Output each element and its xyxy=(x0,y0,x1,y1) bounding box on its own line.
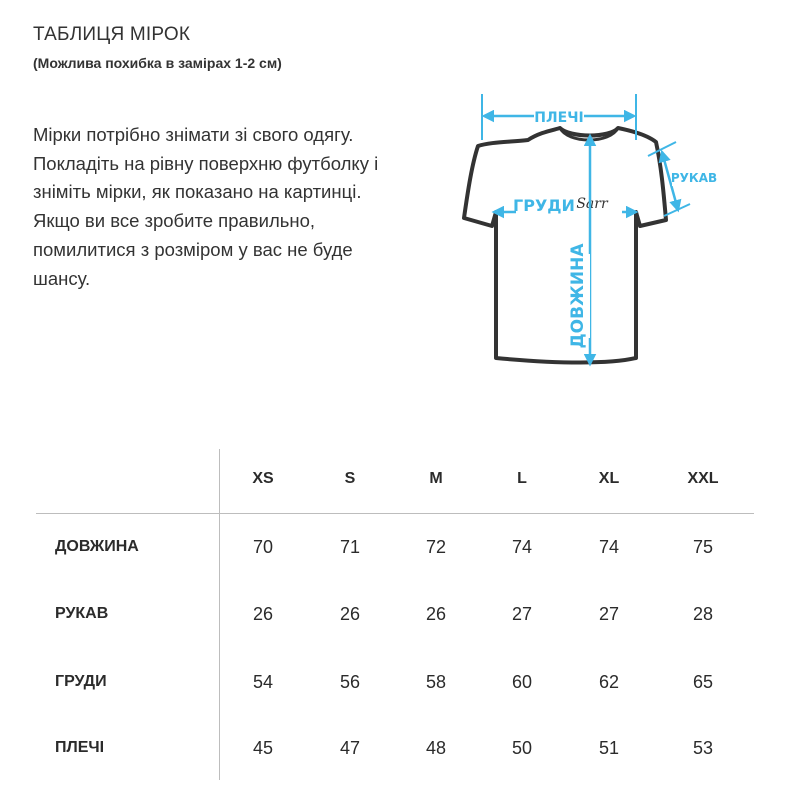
table-cell: 47 xyxy=(339,738,361,758)
row-label: ДОВЖИНА xyxy=(55,538,139,555)
measurement-tolerance-note: (Можлива похибка в замірах 1-2 см) xyxy=(33,55,282,71)
table-cell: 56 xyxy=(339,672,361,692)
shoulders-label: ПЛЕЧІ xyxy=(534,110,584,126)
row-label: РУКАВ xyxy=(55,605,109,622)
table-cell: 45 xyxy=(252,738,274,758)
table-cell: 75 xyxy=(692,537,714,557)
table-cell: 65 xyxy=(692,672,714,692)
table-cell: 28 xyxy=(692,604,714,624)
row-label: ПЛЕЧІ xyxy=(55,739,105,756)
length-label: ДОВЖИНА xyxy=(568,243,588,349)
table-cell: 27 xyxy=(511,604,533,624)
chest-label: ГРУДИ xyxy=(513,196,575,215)
column-header: S xyxy=(344,470,356,487)
table-vertical-divider xyxy=(219,449,220,780)
column-header: XXL xyxy=(687,470,719,487)
table-cell: 51 xyxy=(598,738,620,758)
brand-logo: Sarr xyxy=(576,196,608,212)
table-cell: 71 xyxy=(339,537,361,557)
table-cell: 70 xyxy=(252,537,274,557)
table-cell: 26 xyxy=(339,604,361,624)
table-cell: 60 xyxy=(511,672,533,692)
page-title: ТАБЛИЦЯ МІРОК xyxy=(33,24,191,45)
column-header: XS xyxy=(252,470,274,487)
table-cell: 72 xyxy=(425,537,447,557)
table-cell: 74 xyxy=(598,537,620,557)
column-header: XL xyxy=(598,470,620,487)
table-cell: 54 xyxy=(252,672,274,692)
table-cell: 27 xyxy=(598,604,620,624)
table-cell: 26 xyxy=(425,604,447,624)
row-label: ГРУДИ xyxy=(55,673,107,690)
table-cell: 50 xyxy=(511,738,533,758)
column-header: M xyxy=(429,470,443,487)
table-header-divider xyxy=(36,513,754,514)
table-cell: 58 xyxy=(425,672,447,692)
measurement-instructions: Мірки потрібно знімати зі свого одягу. Покладіть на рівну поверхню футболку і зніміть мірки, як показано на картинці. Якщо ви все зробите правильно, помилитися з розміром у вас не буде шансу. xyxy=(33,124,379,289)
table-cell: 26 xyxy=(252,604,274,624)
table-cell: 62 xyxy=(598,672,620,692)
table-cell: 48 xyxy=(425,738,447,758)
column-header: L xyxy=(517,470,527,487)
table-cell: 53 xyxy=(692,738,714,758)
sleeve-label: РУКАВ xyxy=(670,171,718,185)
table-cell: 74 xyxy=(511,537,533,557)
